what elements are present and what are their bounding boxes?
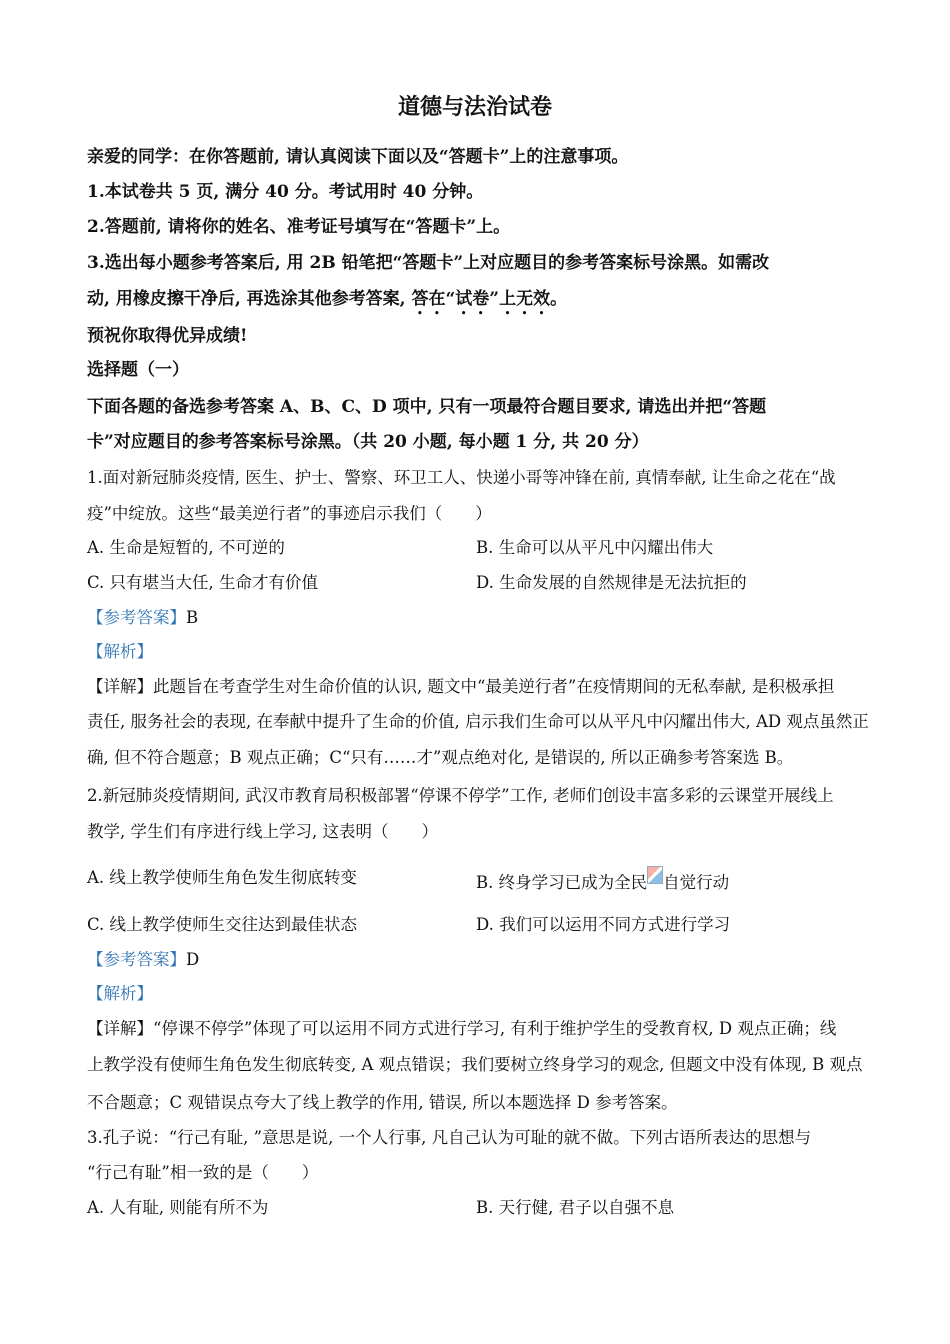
q1-detail-line3: 确, 但不符合题意；B 观点正确；C“只有……才”观点绝对化, 是错误的, 所以正确参考答案选 B。 xyxy=(87,748,794,767)
intro-wish: 预祝你取得优异成绩! xyxy=(87,326,248,346)
q2-option-a: A. 线上教学使师生角色发生彻底转变 xyxy=(87,868,357,887)
page-title: 道德与法治试卷 xyxy=(397,95,552,120)
q2-stem-line2: 教学, 学生们有序进行线上学习, 这表明（ ） xyxy=(87,822,438,841)
q1-answer xyxy=(87,606,198,630)
broken-image-icon xyxy=(647,866,663,884)
q2-answer-value: D xyxy=(186,950,200,969)
q2-detail-line2: 上教学没有使师生角色发生彻底转变, A 观点错误；我们要树立终身学习的观念, 但题文中没有体现, B 观点 xyxy=(87,1055,863,1074)
intro-rule-3-line1: 3.选出每小题参考答案后, 用 2B 铅笔把“答题卡”上对应题目的参考答案标号涂黑。如需改 xyxy=(87,253,770,273)
q1-detail-line1 xyxy=(87,675,834,699)
answer-tag: 【参考答案】 xyxy=(87,608,186,627)
q1-detail-line2: 责任, 服务社会的表现, 在奉献中提升了生命的价值, 启示我们生命可以从平凡中闪耀出伟大, AD 观点虽然正 xyxy=(87,712,869,731)
q3-stem-line1: 3.孔子说：“行己有耻, ”意思是说, 一个人行事, 凡自己认为可耻的就不做。下列古语所表达的思想与 xyxy=(87,1128,812,1147)
emphasized-text: 答在“试卷”上无效 xyxy=(411,289,551,309)
intro-rule-1: 1.本试卷共 5 页, 满分 40 分。考试用时 40 分钟。 xyxy=(87,182,484,202)
detail-tag: 【详解】 xyxy=(87,677,153,696)
intro-rule-2: 2.答题前, 请将你的姓名、准考证号填写在“答题卡”上。 xyxy=(87,217,511,237)
q2-detail-text: “停课不停学”体现了可以运用不同方式进行学习, 有利于维护学生的受教育权, D 观点正确；线 xyxy=(153,1019,837,1038)
q1-answer-value: B xyxy=(186,608,199,627)
q2-option-d: D. 我们可以运用不同方式进行学习 xyxy=(476,915,731,934)
q3-stem-line2: “行己有耻”相一致的是（ ） xyxy=(87,1163,319,1182)
q1-stem-line1: 1.面对新冠肺炎疫情, 医生、护士、警察、环卫工人、快递小哥等冲锋在前, 真情奉献, 让生命之花在“战 xyxy=(87,468,836,487)
q1-detail-text: 此题旨在考查学生对生命价值的认识, 题文中“最美逆行者”在疫情期间的无私奉献, 是积极承担 xyxy=(153,677,835,696)
q2-option-b xyxy=(476,866,729,895)
intro-rule-3-end: 。 xyxy=(550,289,568,309)
q2-option-b-text-end: 自觉行动 xyxy=(663,873,730,892)
intro-rule-3-line2 xyxy=(87,287,567,319)
q2-option-b-text: B. 终身学习已成为全民 xyxy=(476,873,648,892)
q2-analysis-tag xyxy=(87,982,153,1006)
intro-greeting: 亲爱的同学：在你答题前, 请认真阅读下面以及“答题卡”上的注意事项。 xyxy=(87,147,629,167)
answer-tag: 【参考答案】 xyxy=(87,950,186,969)
q1-stem-line2: 疫”中绽放。这些“最美逆行者”的事迹启示我们（ ） xyxy=(87,504,492,523)
q1-option-b: B. 生命可以从平凡中闪耀出伟大 xyxy=(476,538,714,557)
q1-option-c: C. 只有堪当大任, 生命才有价值 xyxy=(87,573,319,592)
q2-answer xyxy=(87,948,199,972)
q2-option-c: C. 线上教学使师生交往达到最佳状态 xyxy=(87,915,358,934)
q3-option-b: B. 天行健, 君子以自强不息 xyxy=(476,1198,675,1217)
q2-detail-line1 xyxy=(87,1017,836,1041)
q3-option-a: A. 人有耻, 则能有所不为 xyxy=(87,1198,269,1217)
analysis-tag: 【解析】 xyxy=(87,642,153,661)
section-instruction-line2: 卡”对应题目的参考答案标号涂黑。（共 20 小题, 每小题 1 分, 共 20 分） xyxy=(87,432,649,452)
q2-stem-line1: 2.新冠肺炎疫情期间, 武汉市教育局积极部署“停课不停学”工作, 老师们创设丰富多彩的云课堂开展线上 xyxy=(87,786,834,805)
analysis-tag: 【解析】 xyxy=(87,984,153,1003)
q1-analysis-tag xyxy=(87,640,153,664)
detail-tag: 【详解】 xyxy=(87,1019,153,1038)
q1-option-d: D. 生命发展的自然规律是无法抗拒的 xyxy=(476,573,747,592)
section-instruction-line1: 下面各题的备选参考答案 A、B、C、D 项中, 只有一项最符合题目要求, 请选出并把“答题 xyxy=(87,397,767,417)
section-heading: 选择题（一） xyxy=(87,360,189,380)
q2-detail-line3: 不合题意；C 观错误点夸大了线上教学的作用, 错误, 所以本题选择 D 参考答案。 xyxy=(87,1093,678,1112)
q1-option-a: A. 生命是短暂的, 不可逆的 xyxy=(87,538,285,557)
intro-rule-3-text: 动, 用橡皮擦干净后, 再选涂其他参考答案, xyxy=(87,289,412,309)
